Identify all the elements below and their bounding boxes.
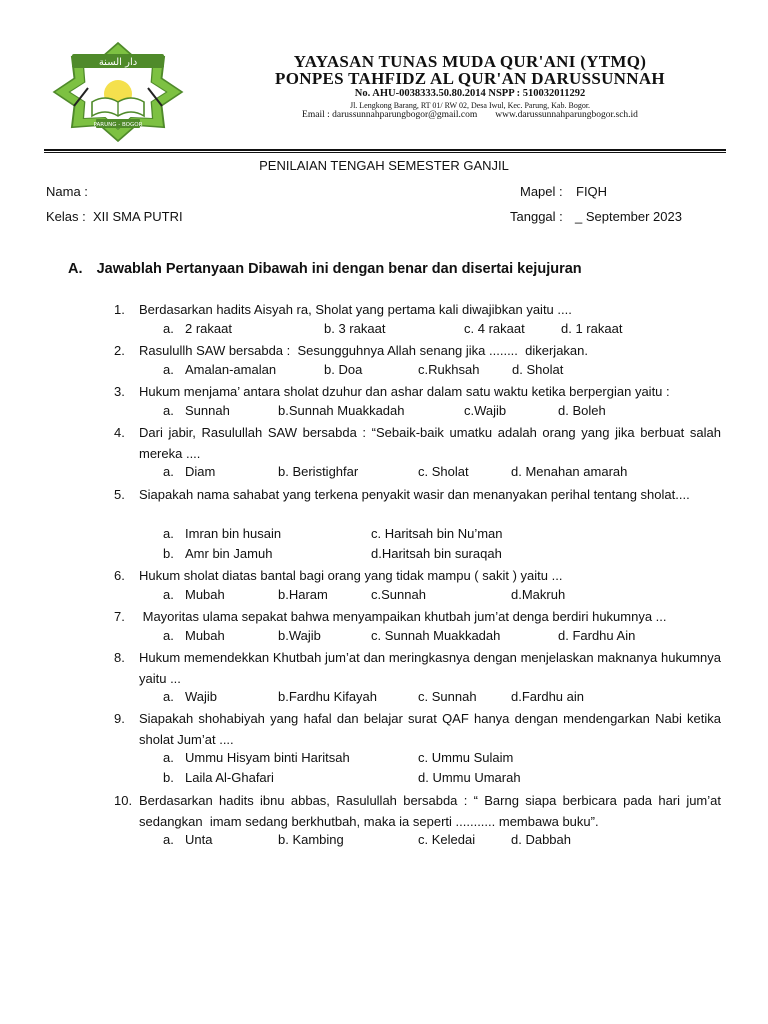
mapel-label: Mapel : — [520, 184, 563, 199]
contact-line — [200, 110, 740, 120]
question-text: Mayoritas ulama sepakat bahwa menyampaikan khutbah jum’at denga berdiri hukumnya ... — [139, 609, 667, 624]
option-c: c. Keledai — [418, 832, 476, 847]
question-text: Dari jabir, Rasulullah SAW bersabda : “Sebaik-baik umatku adalah orang yang jika berbuat salah mereka .... — [139, 425, 721, 461]
option-d: d.Makruh — [511, 587, 566, 602]
school-name: PONPES TAHFIDZ AL QUR'AN DARUSSUNNAH — [275, 69, 665, 88]
kelas-value: XII SMA PUTRI — [93, 209, 183, 224]
option-d: d. Menahan amarah — [511, 464, 628, 479]
option-d: d. Dabbah — [511, 832, 571, 847]
question-text: Rasulullh SAW bersabda : Sesungguhnya Allah senang jika ........ dikerjakan. — [139, 343, 589, 358]
question-text: Siapakah nama sahabat yang terkena penyakit wasir dan menanyakan perihal tentang sholat.... — [139, 487, 690, 502]
option-c: c.Rukhsah — [418, 362, 480, 377]
school-address: Jl. Lengkong Barang, RT 01/ RW 02, Desa Iwul, Kec. Parung, Kab. Bogor. — [349, 101, 591, 110]
tanggal-label: Tanggal : — [510, 209, 563, 224]
option-d: d. Boleh — [558, 403, 606, 418]
option-d: d. 1 rakaat — [561, 321, 623, 336]
question-text: Hukum sholat diatas bantal bagi orang yang tidak mampu ( sakit ) yaitu ... — [139, 568, 563, 583]
question-number: 8. — [114, 650, 125, 665]
option-b: b. Beristighfar — [278, 464, 359, 479]
option-b: b.Haram — [278, 587, 328, 602]
nama-label: Nama : — [46, 184, 88, 199]
question-number: 3. — [114, 384, 125, 399]
kelas-label: Kelas : — [46, 209, 86, 224]
option-d: d.Haritsah bin suraqah — [371, 546, 502, 561]
school-logo — [52, 42, 184, 142]
header-divider-thin — [44, 152, 726, 153]
option-d: d.Fardhu ain — [511, 689, 584, 704]
option-b: b. 3 rakaat — [324, 321, 386, 336]
question-number: 10. — [114, 793, 133, 808]
option-c: c. Sholat — [418, 464, 469, 479]
option-c: c. Ummu Sulaim — [418, 750, 514, 765]
tanggal-value: _ September 2023 — [575, 209, 682, 224]
option-c: c. Sunnah — [418, 689, 477, 704]
section-title: Jawablah Pertanyaan Dibawah ini dengan benar dan disertai kejujuran — [96, 261, 582, 277]
question-number: 5. — [114, 487, 125, 502]
question-number: 9. — [114, 711, 125, 726]
question-number: 2. — [114, 343, 125, 358]
foundation-name: YAYASAN TUNAS MUDA QUR'ANI (YTMQ) — [293, 52, 647, 71]
option-b: b.Sunnah Muakkadah — [278, 403, 405, 418]
question-text: Hukum memendekkan Khutbah jum’at dan meringkasnya dengan menjelaskan maknanya hukumnya yaitu ... — [139, 650, 721, 686]
option-c: c.Sunnah — [371, 587, 426, 602]
option-c: c. Haritsah bin Nu’man — [371, 526, 503, 541]
question-text: Berdasarkan hadits Aisyah ra, Sholat yang pertama kali diwajibkan yaitu .... — [139, 302, 572, 317]
logo-arabic-text: دار السنة — [98, 57, 138, 68]
question-text: Siapakah shohabiyah yang hafal dan belajar surat QAF hanya dengan mendengarkan Nabi ketika sholat Jum’at .... — [139, 711, 721, 747]
option-c: c. Sunnah Muakkadah — [371, 628, 501, 643]
question-number: 4. — [114, 425, 125, 440]
option-b: b. Doa — [324, 362, 363, 377]
option-b: b.Fardhu Kifayah — [278, 689, 378, 704]
email: Email : darussunnahparungbogor@gmail.com — [302, 110, 478, 120]
question-text: Hukum menjama’ antara sholat dzuhur dan ashar dalam satu waktu ketika berpergian yaitu : — [139, 384, 670, 399]
question-number: 1. — [114, 302, 125, 317]
mapel-value: FIQH — [576, 184, 608, 199]
option-c: c. 4 rakaat — [464, 321, 525, 336]
registration-number: No. AHU-0038333.50.80.2014 NSPP : 510032011292 — [354, 88, 586, 99]
option-b: b. Kambing — [278, 832, 344, 847]
header-divider — [44, 149, 726, 151]
logo-location-text: PARUNG - BOGOR — [93, 122, 143, 128]
option-b: b.Wajib — [278, 628, 321, 643]
option-c: c.Wajib — [464, 403, 507, 418]
option-d: d. Ummu Umarah — [418, 770, 521, 785]
question-number: 7. — [114, 609, 125, 624]
section-heading — [68, 261, 582, 277]
question-number: 6. — [114, 568, 125, 583]
section-label: A. — [68, 261, 83, 277]
option-d: d. Fardhu Ain — [558, 628, 636, 643]
exam-title: PENILAIAN TENGAH SEMESTER GANJIL — [259, 158, 509, 173]
website: www.darussunnahparungbogor.sch.id — [495, 110, 638, 120]
question-text: Berdasarkan hadits ibnu abbas, Rasulullah bersabda : “ Barng siapa berbicara pada hari jum’at sedangkan imam sedang berkhutbah, maka ia seperti ........... membawa buku”. — [139, 793, 725, 829]
option-d: d. Sholat — [512, 362, 564, 377]
